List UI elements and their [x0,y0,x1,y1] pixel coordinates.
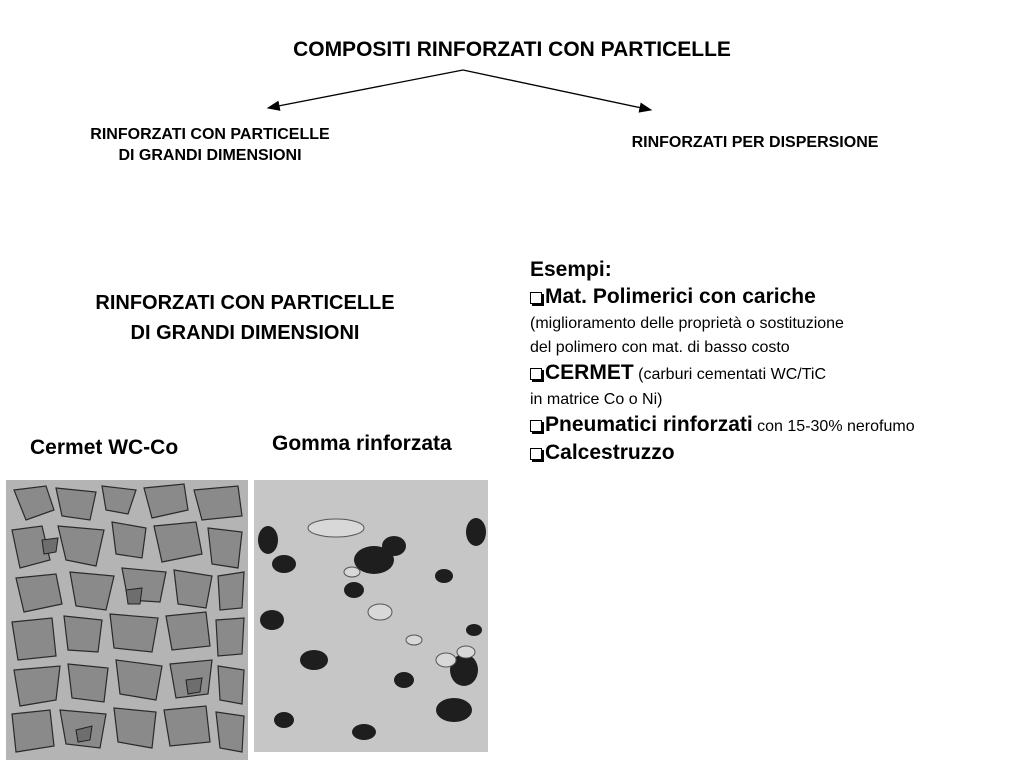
example-note: del polimero con mat. di basso costo [530,339,790,356]
arrow-left [268,70,463,108]
gomma-micrograph-image [254,480,488,752]
branch-arrows [0,0,1024,140]
example-note: (miglioramento delle proprietà o sostituzione [530,315,844,332]
example-label: Calcestruzzo [545,441,675,464]
cermet-micrograph-image [6,480,248,760]
branch-left-label [40,124,380,166]
checkbox-bullet-icon [530,420,542,432]
examples-list [530,256,1020,468]
branch-left-line2: DI GRANDI DIMENSIONI [118,147,302,164]
gomma-caption: Gomma rinforzata [272,432,452,455]
slide-title: COMPOSITI RINFORZATI CON PARTICELLE [293,38,731,61]
example-note: in matrice Co o Ni) [530,391,663,408]
example-item-polimerici [530,284,1020,312]
cermet-caption: Cermet WC-Co [30,436,179,459]
example-note: con 15-30% nerofumo [757,418,915,435]
section-heading-line1: RINFORZATI CON PARTICELLE [95,292,395,314]
example-label: CERMET [545,361,634,384]
section-heading-line2: DI GRANDI DIMENSIONI [130,322,360,344]
example-label: Pneumatici rinforzati [545,413,753,436]
arrow-right [463,70,651,110]
checkbox-bullet-icon [530,368,542,380]
example-label: Mat. Polimerici con cariche [545,285,816,308]
example-item-cermet [530,360,1020,388]
example-item-calcestruzzo [530,440,1020,468]
branch-left-line1: RINFORZATI CON PARTICELLE [90,126,330,143]
example-note: (carburi cementati WC/TiC [638,366,827,383]
example-item-pneumatici [530,412,1020,440]
examples-title: Esempi: [530,258,612,281]
checkbox-bullet-icon [530,292,542,304]
checkbox-bullet-icon [530,448,542,460]
branch-right-label: RINFORZATI PER DISPERSIONE [631,134,879,151]
section-heading [40,288,450,348]
